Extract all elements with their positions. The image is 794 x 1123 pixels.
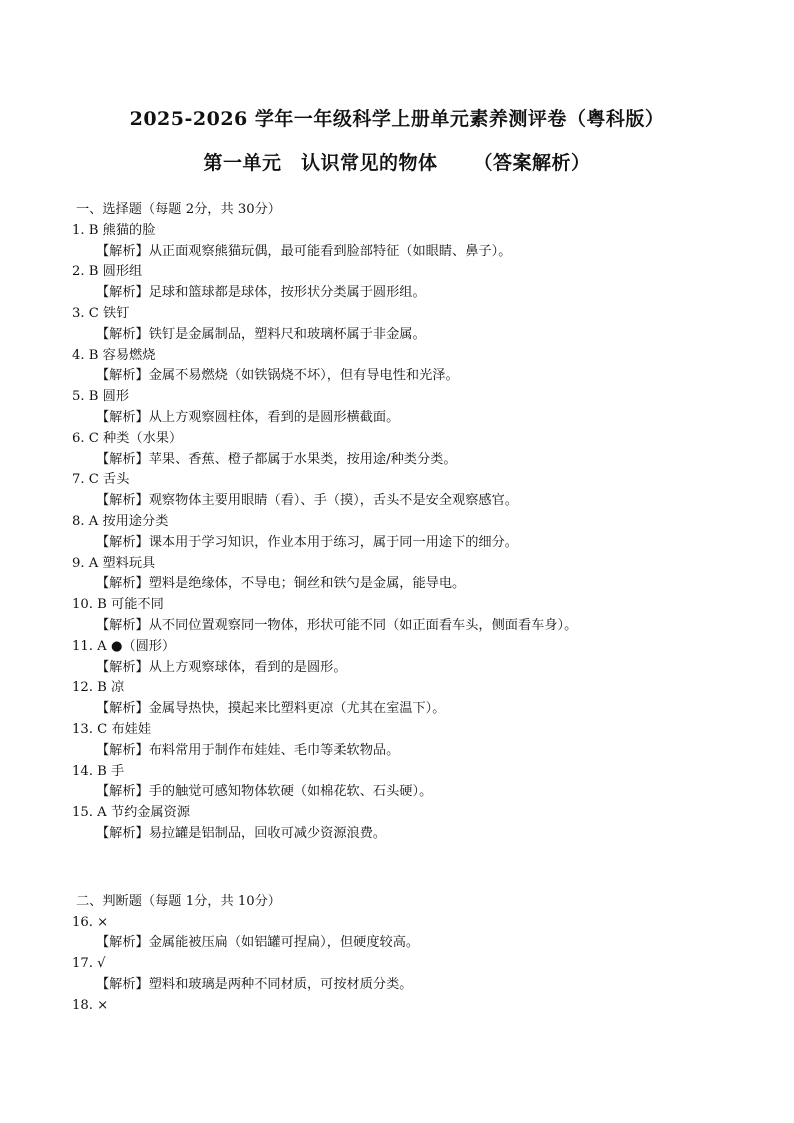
question-2-answer: 2. B 圆形组 [72, 264, 143, 280]
question-12-explanation: 【解析】金属导热快，摸起来比塑料更凉（尤其在室温下）。 [96, 701, 446, 717]
question-8-answer: 8. A 按用途分类 [72, 513, 169, 529]
question-15-explanation: 【解析】易拉罐是铝制品，回收可减少资源浪费。 [96, 825, 387, 841]
section-spacer [72, 845, 752, 892]
question-9-explanation: 【解析】塑料是绝缘体，不导电；铜丝和铁勺是金属，能导电。 [96, 576, 466, 592]
question-11-explanation: 【解析】从上方观察球体，看到的是圆形。 [96, 659, 347, 675]
question-5-answer: 5. B 圆形 [72, 389, 130, 405]
question-13-answer: 13. C 布娃娃 [72, 721, 152, 737]
question-10-answer: 10. B 可能不同 [72, 597, 164, 613]
question-6-explanation: 【解析】苹果、香蕉、橙子都属于水果类，按用途/种类分类。 [96, 451, 457, 467]
question-16-explanation: 【解析】金属能被压扁（如铝罐可捏扁），但硬度较高。 [96, 935, 420, 951]
question-8-explanation: 【解析】课本用于学习知识，作业本用于练习，属于同一用途下的细分。 [96, 534, 518, 550]
question-3-explanation: 【解析】铁钉是金属制品，塑料尺和玻璃杯属于非金属。 [96, 326, 426, 342]
question-16-answer: 16. × [72, 914, 109, 930]
question-3-answer: 3. C 铁钉 [72, 305, 130, 321]
question-13-explanation: 【解析】布料常用于制作布娃娃、毛巾等柔软物品。 [96, 742, 400, 758]
question-7-explanation: 【解析】观察物体主要用眼睛（看）、手（摸），舌头不是安全观察感官。 [96, 493, 518, 509]
answer-content [72, 200, 752, 1016]
question-17-explanation: 【解析】塑料和玻璃是两种不同材质，可按材质分类。 [96, 976, 413, 992]
section-heading-choice: 一、选择题（每题 2分，共 30分） [76, 202, 281, 217]
question-15-answer: 15. A 节约金属资源 [72, 805, 191, 821]
question-18-answer: 18. × [72, 997, 109, 1013]
question-14-explanation: 【解析】手的触觉可感知物体软硬（如棉花软、石头硬）。 [96, 784, 433, 800]
question-9-answer: 9. A 塑料玩具 [72, 555, 156, 571]
question-17-answer: 17. √ [72, 956, 106, 972]
choice-section [72, 200, 752, 845]
question-1-explanation: 【解析】从正面观察熊猫玩偶，最可能看到脸部特征（如眼睛、鼻子）。 [96, 243, 512, 259]
question-14-answer: 14. B 手 [72, 763, 125, 779]
document-subtitle [0, 148, 794, 175]
question-7-answer: 7. C 舌头 [72, 472, 130, 488]
question-10-explanation: 【解析】从不同位置观察同一物体，形状可能不同（如正面看车头，侧面看车身）。 [96, 617, 578, 633]
question-11-answer: 11. A ●（圆形） [72, 638, 176, 654]
question-4-explanation: 【解析】金属不易燃烧（如铁锅烧不坏），但有导电性和光泽。 [96, 368, 459, 384]
section-heading-judgment: 二、判断题（每题 1分，共 10分） [76, 893, 281, 909]
question-1-answer: 1. B 熊猫的脸 [72, 222, 156, 238]
answer-analysis-label: （答案解析） [473, 152, 591, 174]
question-5-explanation: 【解析】从上方观察圆柱体，看到的是圆形横截面。 [96, 409, 400, 425]
question-6-answer: 6. C 种类（水果） [72, 430, 183, 446]
document-title: 2025-2026 学年一年级科学上册单元素养测评卷（粤科版） [129, 108, 665, 130]
unit-title: 第一单元 认识常见的物体 [203, 152, 438, 174]
judgment-section [72, 892, 752, 1017]
question-2-explanation: 【解析】足球和篮球都是球体，按形状分类属于圆形组。 [96, 285, 426, 301]
question-12-answer: 12. B 凉 [72, 680, 125, 696]
question-4-answer: 4. B 容易燃烧 [72, 347, 156, 363]
